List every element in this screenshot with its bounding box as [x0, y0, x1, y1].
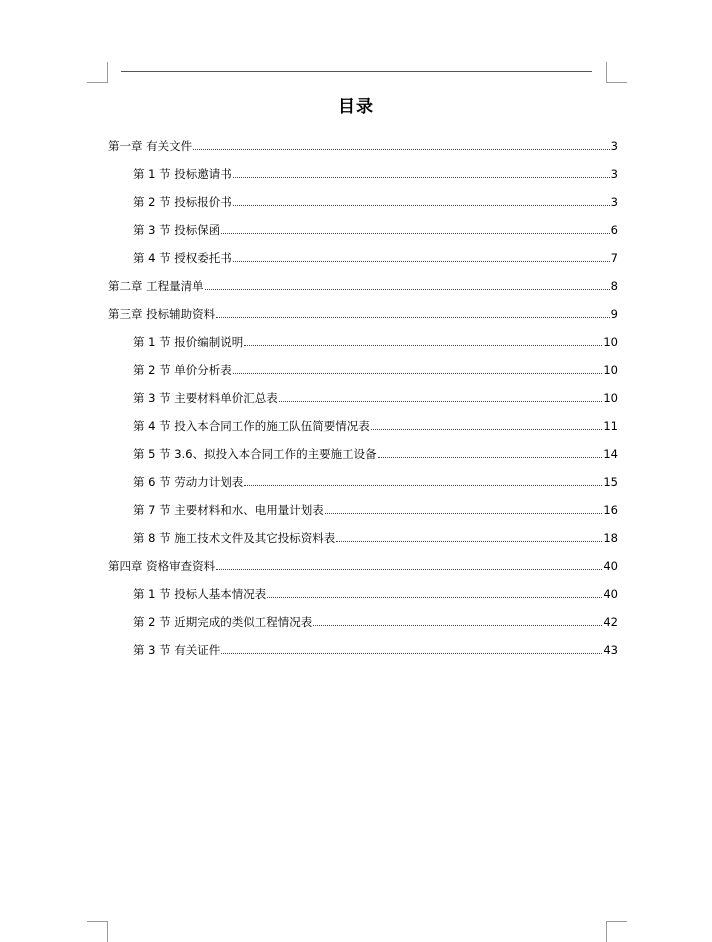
toc-entry-label: 第 1 节 投标人基本情况表 — [133, 587, 267, 601]
toc-entry-page-number: 10 — [603, 363, 618, 377]
toc-dot-leader — [216, 317, 610, 318]
toc-entry-label: 第一章 有关文件 — [108, 139, 193, 153]
toc-entry-section[interactable] — [108, 154, 618, 182]
toc-entry-label: 第 2 节 投标报价书 — [133, 195, 232, 209]
toc-entry-label: 第 3 节 投标保函 — [133, 223, 221, 237]
toc-entry-page-number: 7 — [610, 251, 618, 265]
toc-dot-leader — [233, 373, 603, 374]
toc-entry-section[interactable] — [108, 378, 618, 406]
toc-entry-section[interactable] — [108, 322, 618, 350]
toc-entry-label: 第 8 节 施工技术文件及其它投标资料表 — [133, 531, 336, 545]
toc-entry-label: 第 2 节 近期完成的类似工程情况表 — [133, 615, 313, 629]
page-corner-mark-bottom-right — [606, 921, 627, 942]
toc-dot-leader — [221, 233, 609, 234]
page-corner-mark-bottom-left — [87, 921, 108, 942]
toc-dot-leader — [205, 289, 610, 290]
toc-entry-section[interactable] — [108, 434, 618, 462]
toc-entry-section[interactable] — [108, 602, 618, 630]
toc-entry-section[interactable] — [108, 518, 618, 546]
toc-dot-leader — [371, 429, 603, 430]
toc-entry-label: 第 7 节 主要材料和水、电用量计划表 — [133, 503, 324, 517]
toc-entry-label: 第 3 节 主要材料单价汇总表 — [133, 391, 278, 405]
toc-entry-label: 第 4 节 投入本合同工作的施工队伍简要情况表 — [133, 419, 370, 433]
page-corner-mark-top-left — [87, 62, 108, 83]
toc-entry-page-number: 14 — [603, 447, 618, 461]
toc-dot-leader — [267, 597, 602, 598]
toc-entry-label: 第 1 节 报价编制说明 — [133, 335, 244, 349]
toc-entry-section[interactable] — [108, 350, 618, 378]
toc-entry-page-number: 3 — [610, 139, 618, 153]
toc-dot-leader — [378, 457, 603, 458]
header-rule — [121, 71, 592, 72]
toc-entry-chapter[interactable] — [108, 126, 618, 154]
toc-entry-label: 第 1 节 投标邀请书 — [133, 167, 232, 181]
toc-entry-page-number: 15 — [603, 475, 618, 489]
toc-title: 目录 — [338, 97, 374, 117]
toc-dot-leader — [313, 625, 602, 626]
toc-dot-leader — [233, 177, 610, 178]
toc-entry-section[interactable] — [108, 182, 618, 210]
toc-entry-label: 第 6 节 劳动力计划表 — [133, 475, 244, 489]
toc-entry-page-number: 18 — [603, 531, 618, 545]
toc-entry-chapter[interactable] — [108, 266, 618, 294]
toc-entry-label: 第二章 工程量清单 — [108, 279, 204, 293]
toc-entry-section[interactable] — [108, 574, 618, 602]
toc-entry-label: 第四章 资格审查资料 — [108, 559, 216, 573]
toc-entry-page-number: 16 — [603, 503, 618, 517]
toc-dot-leader — [325, 513, 603, 514]
toc-entry-page-number: 11 — [603, 419, 618, 433]
toc-entry-label: 第 2 节 单价分析表 — [133, 363, 232, 377]
toc-entry-section[interactable] — [108, 238, 618, 266]
toc-entry-section[interactable] — [108, 406, 618, 434]
toc-dot-leader — [216, 569, 602, 570]
toc-entry-page-number: 40 — [603, 587, 618, 601]
toc-entry-section[interactable] — [108, 490, 618, 518]
toc-entry-section[interactable] — [108, 462, 618, 490]
toc-dot-leader — [279, 401, 603, 402]
toc-dot-leader — [244, 345, 602, 346]
toc-dot-leader — [221, 653, 602, 654]
toc-entry-page-number: 42 — [603, 615, 618, 629]
toc-entry-page-number: 40 — [603, 559, 618, 573]
toc-entry-page-number: 6 — [610, 223, 618, 237]
toc-entry-page-number: 10 — [603, 391, 618, 405]
toc-entry-section[interactable] — [108, 630, 618, 658]
toc-entry-label: 第 3 节 有关证件 — [133, 643, 221, 657]
toc-dot-leader — [233, 261, 610, 262]
toc-dot-leader — [233, 205, 610, 206]
page-corner-mark-top-right — [606, 62, 627, 83]
toc-entry-page-number: 3 — [610, 195, 618, 209]
toc-entry-page-number: 8 — [610, 279, 618, 293]
toc-entry-section[interactable] — [108, 210, 618, 238]
table-of-contents — [108, 126, 618, 658]
toc-entry-page-number: 10 — [603, 335, 618, 349]
toc-entry-page-number: 43 — [603, 643, 618, 657]
toc-entry-label: 第三章 投标辅助资料 — [108, 307, 216, 321]
toc-entry-label: 第 5 节 3.6、拟投入本合同工作的主要施工设备 — [133, 447, 377, 461]
toc-dot-leader — [336, 541, 602, 542]
toc-dot-leader — [244, 485, 602, 486]
toc-entry-page-number: 3 — [610, 167, 618, 181]
toc-entry-chapter[interactable] — [108, 546, 618, 574]
toc-entry-page-number: 9 — [610, 307, 618, 321]
toc-dot-leader — [193, 149, 610, 150]
toc-entry-label: 第 4 节 授权委托书 — [133, 251, 232, 265]
toc-entry-chapter[interactable] — [108, 294, 618, 322]
